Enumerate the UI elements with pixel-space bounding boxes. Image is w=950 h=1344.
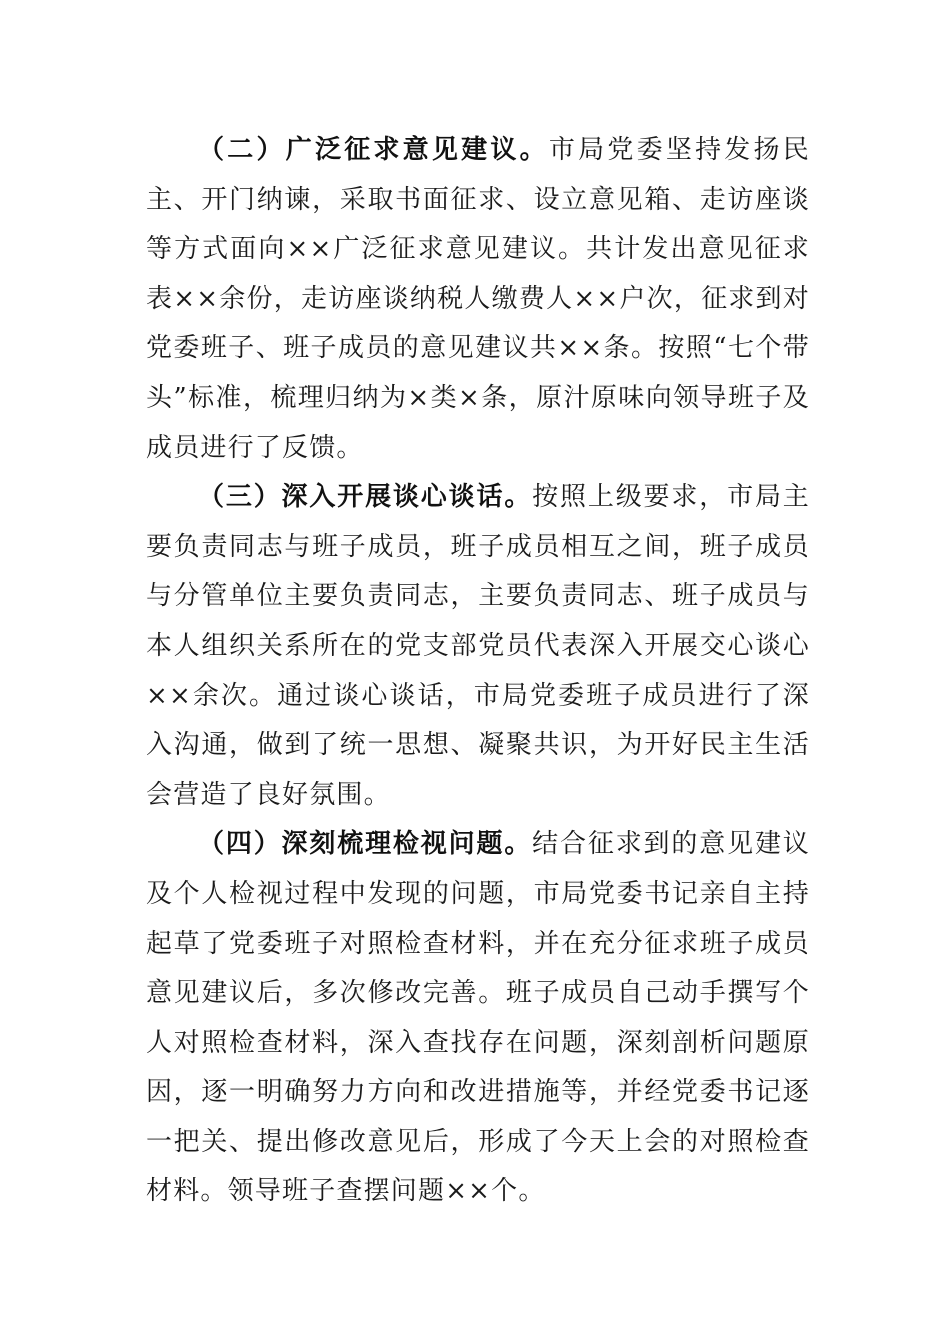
- paragraph-text: 市局党委坚持发扬民主、开门纳谏，采取书面征求、设立意见箱、走访座谈等方式面向××广泛征求意见建议。共计发出意见征求表××余份，走访座谈纳税人缴费人××户次，征求到对党委班子、班子成员的意见建议共××条。按照“七个带头”标准，梳理归纳为×类×条，原汁原味向领导班子及成员进行了反馈。: [146, 135, 810, 463]
- paragraph-heading: （二）广泛征求意见建议。: [198, 135, 549, 165]
- document-body: [146, 126, 810, 1217]
- paragraph-text: 按照上级要求，市局主要负责同志与班子成员，班子成员相互之间，班子成员与分管单位主要负责同志，主要负责同志、班子成员与本人组织关系所在的党支部党员代表深入开展交心谈心××余次。通过谈心谈话，市局党委班子成员进行了深入沟通，做到了统一思想、凝聚共识，为开好民主生活会营造了良好氛围。: [146, 482, 810, 810]
- paragraph-heading: （三）深入开展谈心谈话。: [198, 482, 533, 513]
- paragraph-solicit-opinions: [146, 126, 810, 473]
- paragraph-examine-problems: [146, 820, 810, 1217]
- paragraph-heading: （四）深刻梳理检视问题。: [198, 829, 533, 860]
- paragraph-heart-to-heart-talks: [146, 473, 810, 820]
- paragraph-text: 结合征求到的意见建议及个人检视过程中发现的问题，市局党委书记亲自主持起草了党委班子对照检查材料，并在充分征求班子成员意见建议后，多次修改完善。班子成员自己动手撰写个人对照检查材料，深入查找存在问题，深刻剖析问题原因，逐一明确努力方向和改进措施等，并经党委书记逐一把关、提出修改意见后，形成了今天上会的对照检查材料。领导班子查摆问题××个。: [146, 829, 810, 1207]
